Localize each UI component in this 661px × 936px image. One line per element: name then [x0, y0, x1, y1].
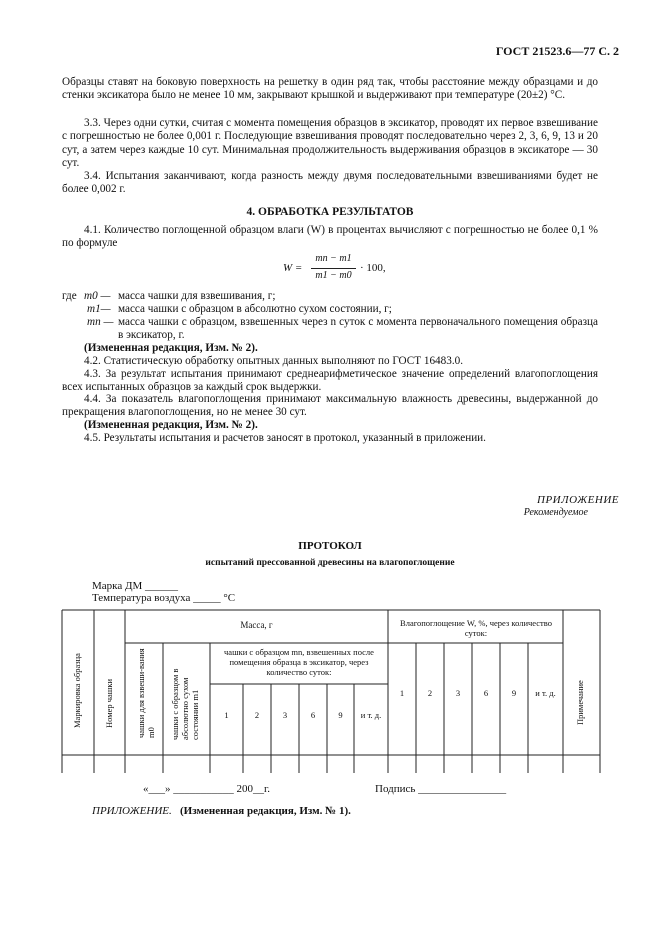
formula-numerator: mn − m1	[315, 253, 352, 264]
def-mn-text: масса чашки с образцом, взвешенных через n суток с момента первоначального помещения образца в эксикатор, г.	[118, 316, 598, 342]
formula-lhs: W =	[283, 262, 303, 274]
column-header-cup-after: чашки с образцом mn, взвешенных после помещения образца в эксикатор, через количество суток:	[224, 647, 374, 677]
paragraph-4-5: 4.5. Результаты испытания и расчетов заносят в протокол, указанный в приложении.	[84, 432, 486, 444]
paragraph-placement: Образцы ставят на боковую поверхность на решетку в один ряд так, чтобы расстояние между образцами и до стенки эксикатора было не менее 10 мм, закрывают крышкой и выдерживают при температуре (20±2) °С.	[62, 76, 598, 102]
column-header-absorption: Влагопоглощение W, %, через количество суток:	[400, 618, 552, 638]
formula-denominator: m1 − m0	[315, 270, 352, 281]
paragraph-4-2: 4.2. Статистическую обработку опытных данных выполняют по ГОСТ 16483.0.	[84, 355, 464, 367]
column-header-sample-marking: Маркировка образца	[72, 653, 82, 728]
absorption-day-cell: 6	[483, 688, 489, 698]
protocol-title: ПРОТОКОЛ	[298, 540, 362, 552]
mass-day-cell: 2	[254, 710, 260, 720]
absorption-day-cell: 9	[511, 688, 517, 698]
paragraph-3-4: 3.4. Испытания заканчивают, когда разность между двумя последовательными взвешиваниями будет не более 0,002 г.	[62, 170, 598, 196]
date-field: «___» ___________ 200__г.	[143, 783, 271, 795]
column-header-cup-dry: чашки с образцом в абсолютно сухом состоянии m1	[170, 668, 200, 740]
protocol-subtitle: испытаний прессованной древесины на влагопоглощение	[205, 558, 455, 568]
air-temperature-field: Температура воздуха _____ °С	[92, 592, 236, 604]
mass-day-cell: 3	[282, 710, 288, 720]
mass-day-cell: и т. д.	[360, 710, 382, 720]
amendment-note: (Измененная редакция, Изм. № 2).	[84, 419, 258, 431]
def-m0-text: масса чашки для взвешивания, г;	[118, 290, 276, 302]
formula-tail: · 100,	[360, 262, 386, 274]
mass-day-cell: 1	[224, 710, 229, 720]
absorption-day-cell: 1	[399, 688, 405, 698]
appendix-amendment-label: ПРИЛОЖЕНИЕ.	[92, 805, 172, 817]
def-mn-symbol: mn —	[87, 316, 114, 328]
section-4-heading: 4. ОБРАБОТКА РЕЗУЛЬТАТОВ	[246, 206, 414, 218]
column-header-cup-weighing: чашки для взвеши-вания m0	[136, 648, 156, 738]
document-header: ГОСТ 21523.6—77 С. 2	[495, 44, 619, 58]
amendment-note: (Измененная редакция, Изм. № 2).	[84, 342, 258, 354]
paragraph-3-3: 3.3. Через одни сутки, считая с момента помещения образцов в эксикатор, проводят их первое взвешивание с погрешностью не более 0,001 г. Последующие взвешивания проводят последовательно через 2, 3, 6, 9, 13 и 20 сут, а затем через каждые 10 сут. Минимальная продолжительность выдерживания образцов в эксикаторе — 30 сут.	[62, 117, 598, 170]
appendix-amendment-note: (Измененная редакция, Изм. № 1).	[180, 805, 351, 817]
appendix-title: ПРИЛОЖЕНИЕ	[537, 494, 619, 506]
paragraph-4-1: 4.1. Количество поглощенной образцом влаги (W) в процентах вычисляют с погрешностью не более 0,1 % по формуле	[62, 224, 598, 250]
mass-day-cell: 6	[310, 710, 316, 720]
paragraph-4-4: 4.4. За показатель влагопоглощения принимают максимальную влажность древесины, выдержанной до прекращения влагопоглощения, но не менее 30 сут.	[62, 393, 598, 419]
signature-field: Подпись ________________	[375, 783, 507, 795]
where-label: где	[62, 290, 77, 302]
def-m1-symbol: m1—	[87, 303, 111, 315]
column-header-note: Примечание	[575, 680, 585, 725]
paragraph-4-3: 4.3. За результат испытания принимают среднеарифметическое значение определений влагопоглощения всех испытанных образцов за каждый срок выдержки.	[62, 368, 598, 394]
absorption-day-cell: и т. д.	[535, 688, 556, 698]
absorption-day-cell: 2	[427, 688, 433, 698]
column-header-cup-number: Номер чашки	[104, 678, 114, 728]
def-m0-symbol: m0 —	[84, 290, 111, 302]
mass-day-cell: 9	[338, 710, 343, 720]
def-m1-text: масса чашки с образцом в абсолютно сухом состоянии, г;	[118, 303, 392, 315]
appendix-subtitle: Рекомендуемое	[523, 507, 588, 518]
absorption-day-cell: 3	[455, 688, 461, 698]
brand-field: Марка ДМ ______	[92, 580, 179, 592]
column-header-mass: Масса, г	[240, 620, 273, 630]
